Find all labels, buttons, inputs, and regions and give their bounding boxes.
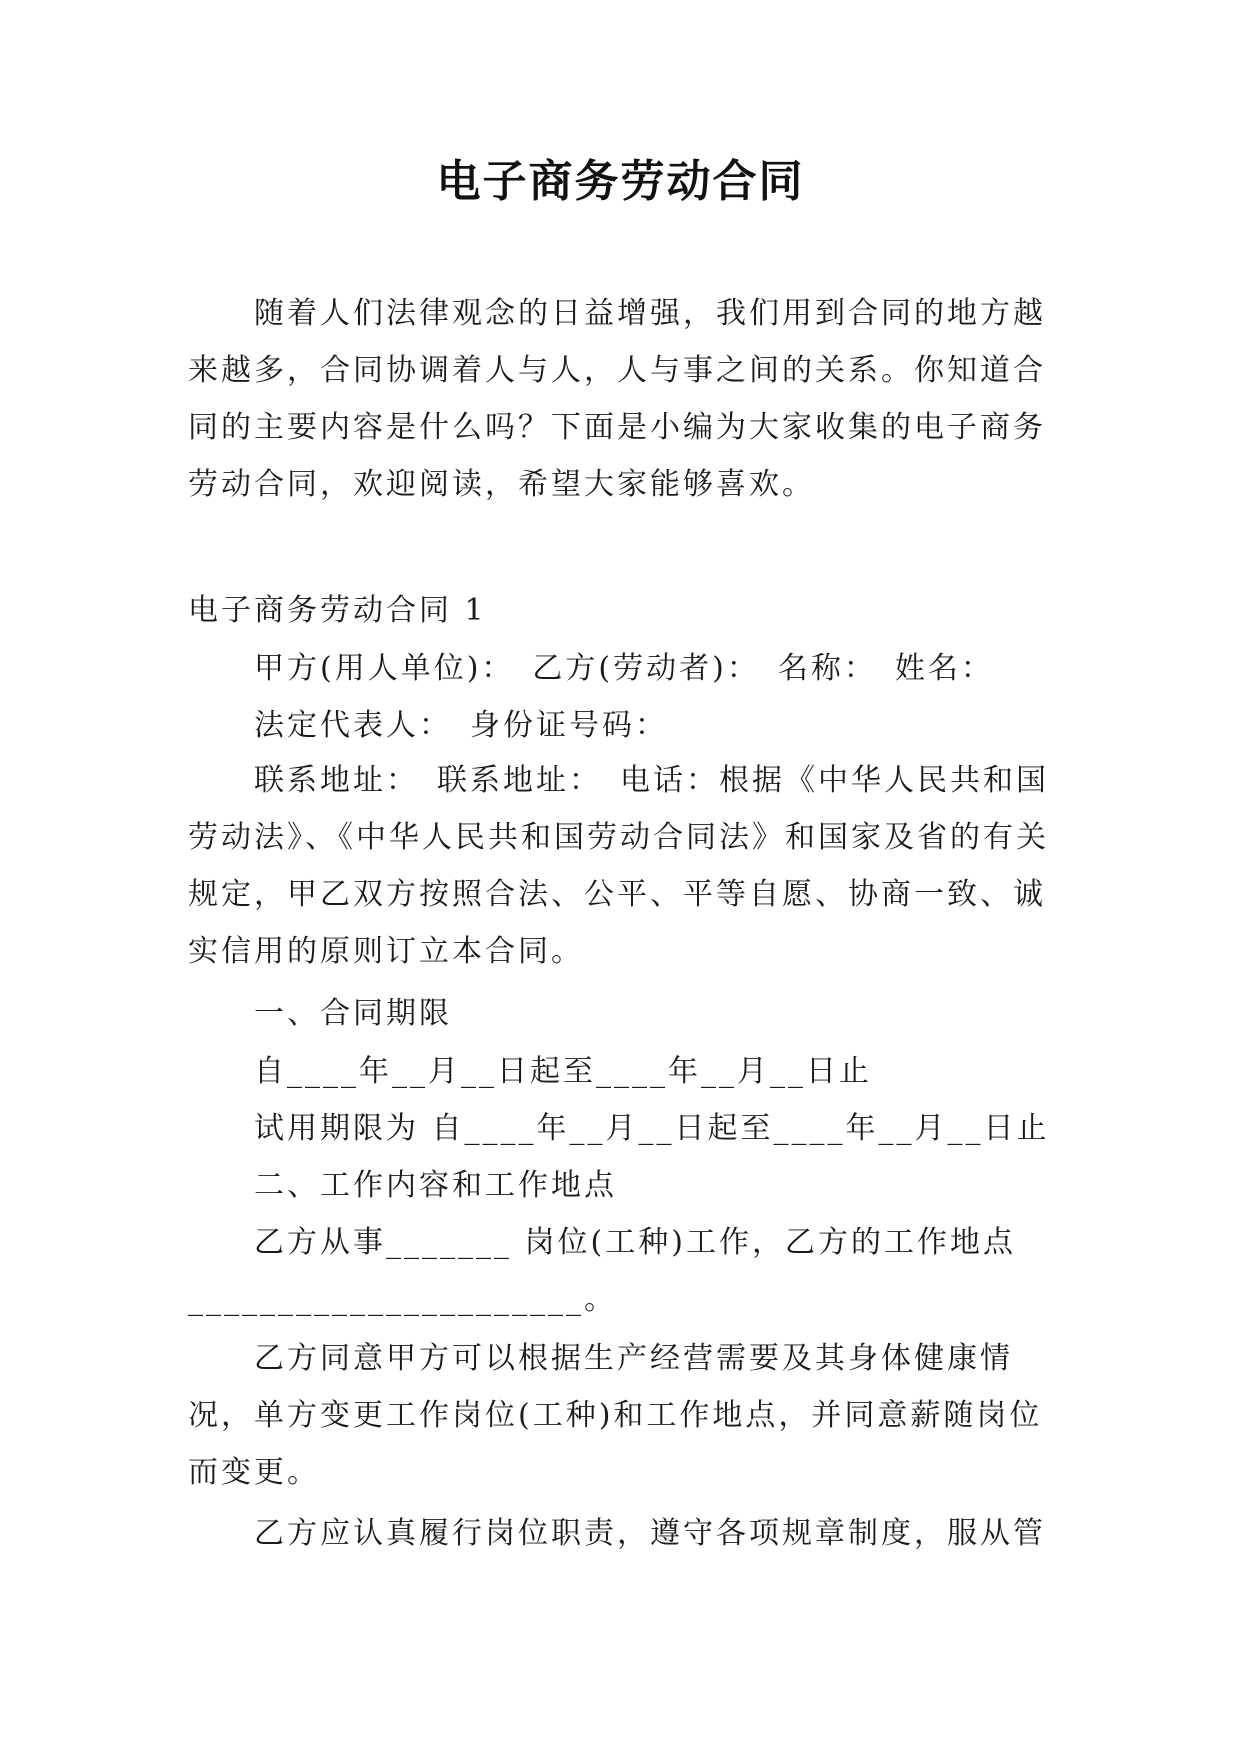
representative-line: 法定代表人： 身份证号码：: [254, 708, 668, 743]
change-paragraph: 乙方同意甲方可以根据生产经营需要及其身体健康情况，单方变更工作岗位(工种)和工作地点，并同意薪随岗位而变更。: [188, 1341, 1043, 1490]
document-title: 电子商务劳动合同: [436, 156, 805, 207]
intro-paragraph: 随着人们法律观念的日益增强，我们用到合同的地方越来越多，合同协调着人与人，人与事之间的关系。你知道合同的主要内容是什么吗？下面是小编为大家收集的电子商务劳动合同，欢迎阅读，希望大家能够喜欢。: [188, 296, 1046, 502]
party-line: 甲方(用人单位)： 乙方(劳动者)： 名称： 姓名：: [254, 651, 994, 686]
probation-line: 试用期限为 自____年__月__日起至____年__月__日止: [254, 1111, 1050, 1146]
term-line: 自____年__月__日起至____年__月__日止: [254, 1054, 872, 1089]
work-heading: 二、工作内容和工作地点: [254, 1168, 617, 1203]
address-paragraph: 联系地址： 联系地址： 电话：根据《中华人民共和国劳动法》、《中华人民共和国劳动合同法》和国家及省的有关规定，甲乙双方按照合法、公平、平等自愿、协商一致、诚实信用的原则订立本合同。: [188, 763, 1049, 969]
section-heading: 电子商务劳动合同 1: [188, 593, 487, 628]
work-paragraph: 乙方从事_______ 岗位(工种)工作，乙方的工作地点______________________。: [188, 1225, 1016, 1317]
term-heading: 一、合同期限: [254, 996, 452, 1031]
duty-paragraph: 乙方应认真履行岗位职责，遵守各项规章制度，服从管: [254, 1516, 1046, 1551]
